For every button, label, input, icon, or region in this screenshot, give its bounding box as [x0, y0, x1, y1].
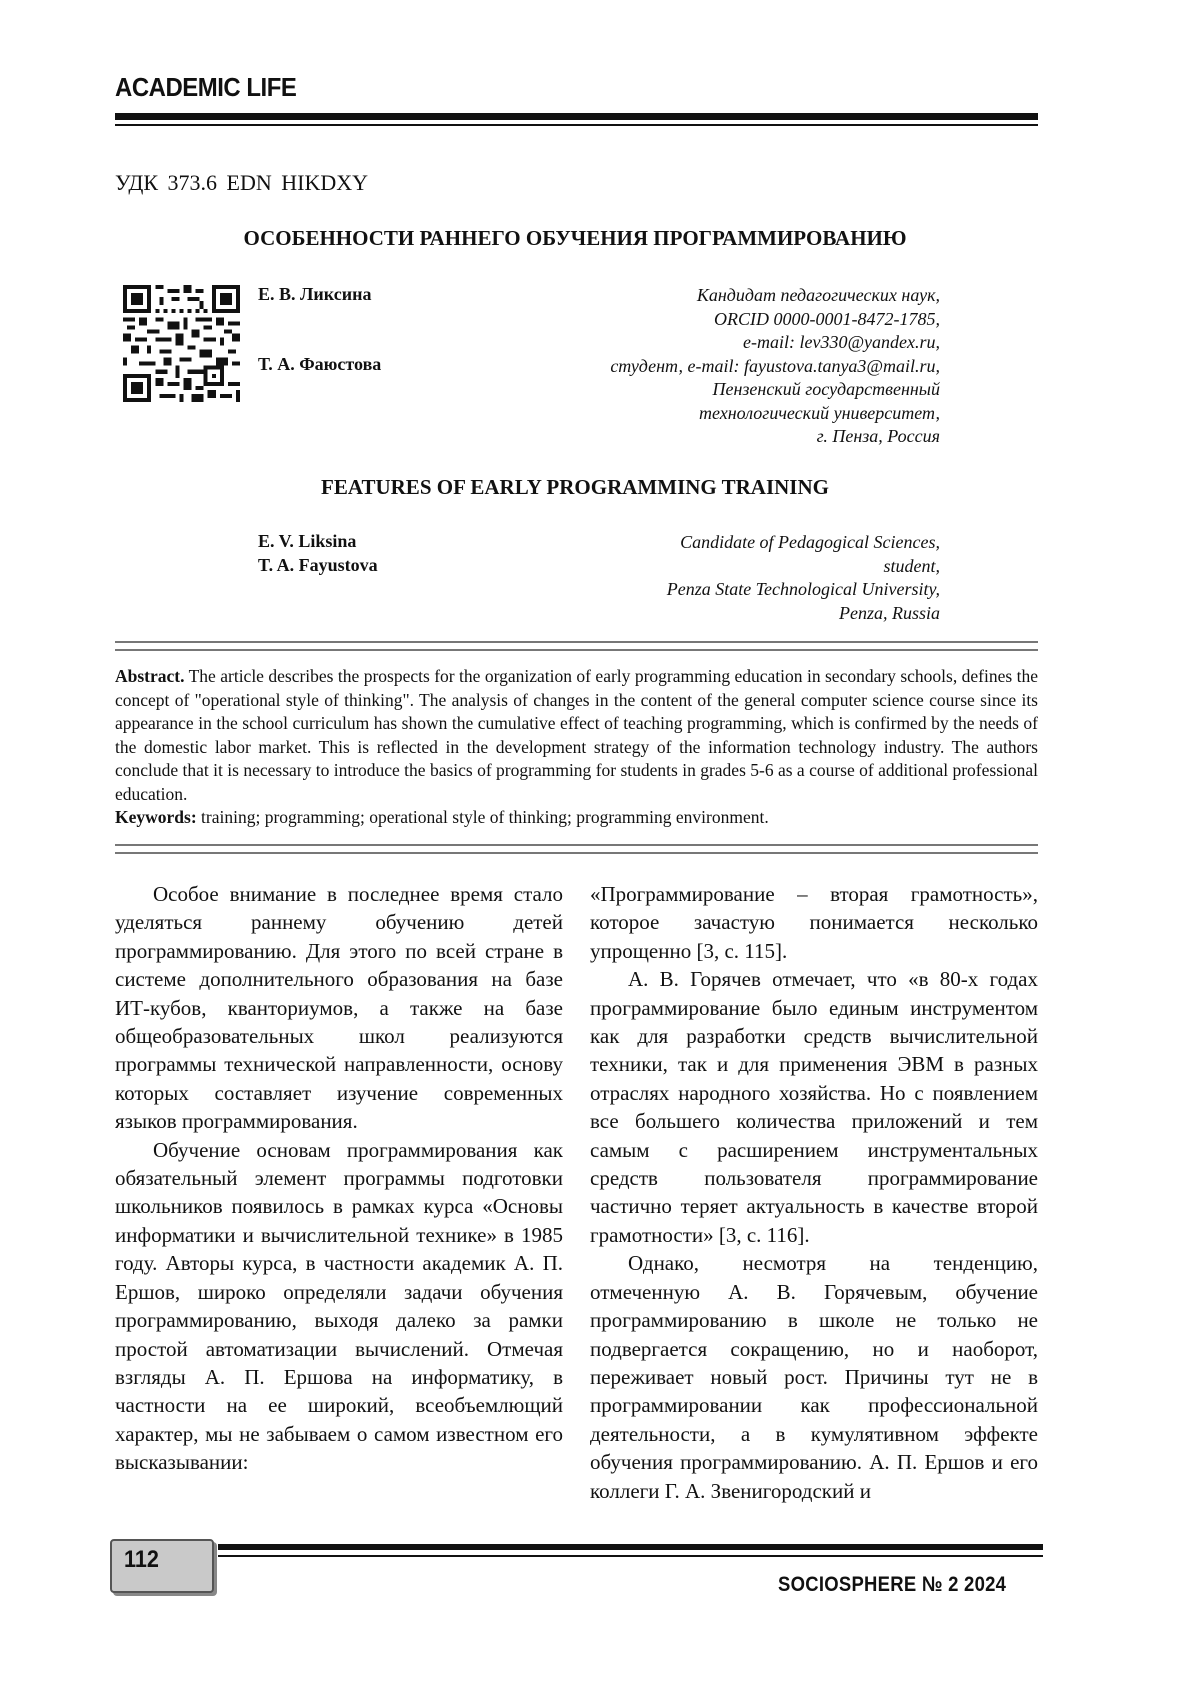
body-paragraph: Особое внимание в последнее время стало уделяться раннему обучению детей программированию. Для этого по всей стране в системе дополнительного образования на базе ИТ-кубов, кванториумов, а также на базе общеобразовательных школ реализуются программы технической направленности, основу которых составляет изучение современных языков программирования.	[115, 882, 563, 1134]
affiliation-en-line: Candidate of Pedagogical Sciences,	[680, 532, 940, 552]
abstract-text: The article describes the prospects for the organization of early programming education in secondary schools, defines the concept of "operational style of thinking". The analysis of changes in the content of the general computer science course since its appearance in the school curriculum has shown the cumulative effect of teaching programming, which is confirmed by the needs of the domestic labor market. This is reflected in the development strategy of the information technology industry. The authors conclude that it is necessary to introduce the basics of programming for students in grades 5-6 as a course of additional professional education.	[115, 666, 1038, 804]
affiliation-en-line: Penza, Russia	[839, 602, 940, 623]
keywords-label: Keywords:	[115, 807, 197, 827]
qr-code	[123, 285, 240, 402]
body-paragraph: Однако, несмотря на тенденцию, отмеченную А. В. Горячевым, обучение программированию в школе не только не подвергается сокращению, но и наоборот, переживает новый рост. Причины тут не в программировании как профессиональной деятельности, а в кумулятивном эффекте обучения программированию. А. П. Ершов и его коллеги Г. А. Звенигородский и	[590, 1251, 1038, 1503]
abstract-label: Abstract.	[115, 666, 185, 686]
abstract-paragraph	[115, 665, 1038, 806]
affiliation-ru-line: студент, e-mail: fayustova.tanya3@mail.ru,	[610, 355, 940, 376]
header-rule-thin	[115, 124, 1038, 126]
body-paragraph: А. В. Горячев отмечает, что «в 80-х годах программирование было единым инструментом как для разработки средств вычислительной техники, так и для применения ЭВМ в разных отраслях народного хозяйства. Но с появлением все большего количества приложений и тем самым с расширением инструментальных средств пользователя программирование частично теряет актуальность в качестве второй грамотности» [3, с. 116].	[590, 967, 1038, 1247]
udk-code: УДК 373.6 EDN HIKDXY	[115, 170, 369, 195]
author-2-ru: Т. А. Фаюстова	[258, 354, 382, 374]
author-1-en: E. V. Liksina	[258, 531, 357, 551]
article-title-ru: ОСОБЕННОСТИ РАННЕГО ОБУЧЕНИЯ ПРОГРАММИРОВАНИЮ	[243, 226, 907, 250]
footer-rule-thin	[218, 1555, 1043, 1557]
keywords-text: training; programming; operational style of thinking; programming environment.	[196, 807, 769, 827]
abstract	[115, 665, 1038, 830]
keywords-paragraph	[115, 806, 1038, 830]
journal-name: SOCIOSPHERE № 2 2024	[778, 1573, 1007, 1596]
affiliation-en-line: Penza State Technological University,	[666, 579, 940, 599]
affiliation-ru-line: технологический университет,	[699, 402, 940, 423]
body-paragraph: «Программирование – вторая грамотность», которое зачастую понимается несколько упрощенно [3, с. 115].	[590, 882, 1038, 963]
affiliation-ru-line: Пензенский государственный	[712, 379, 940, 399]
author-2-en: T. A. Fayustova	[258, 555, 378, 575]
affiliation-ru-line: Кандидат педагогических наук,	[696, 285, 940, 305]
affiliation-ru	[610, 284, 940, 449]
footer-rule-thick	[218, 1544, 1043, 1550]
affiliation-en-line: student,	[883, 555, 940, 576]
affiliation-ru-line: ORCID 0000-0001-8472-1785,	[714, 308, 940, 329]
author-1-ru: Е. В. Ликсина	[258, 284, 372, 304]
body-paragraph: Обучение основам программирования как обязательный элемент программы подготовки школьников появилось в рамках курса «Основы информатики и вычислительной технике» в 1985 году. Авторы курса, в частности академик А. П. Ершов, широко определяли задачи обучения программированию, выходя далеко за рамки простой автоматизации вычислений. Отмечая взгляды А. П. Ершова на информатику, в частности на ее широкий, всеобъемлющий характер, мы не забываем о самом известном его высказывании:	[115, 1137, 563, 1475]
abstract-bottom-rule	[115, 844, 1038, 854]
body-column-left	[115, 880, 563, 1477]
page-number: 112	[124, 1546, 159, 1573]
affiliation-en	[667, 531, 940, 625]
section-title: ACADEMIC LIFE	[115, 72, 297, 102]
article-title-en: FEATURES OF EARLY PROGRAMMING TRAINING	[321, 475, 829, 499]
header-rule-thick	[115, 113, 1038, 120]
affiliation-ru-line: г. Пенза, Россия	[816, 426, 940, 446]
abstract-top-rule	[115, 641, 1038, 651]
affiliation-ru-line: e-mail: lev330@yandex.ru,	[743, 332, 940, 352]
body-column-right	[590, 880, 1038, 1505]
